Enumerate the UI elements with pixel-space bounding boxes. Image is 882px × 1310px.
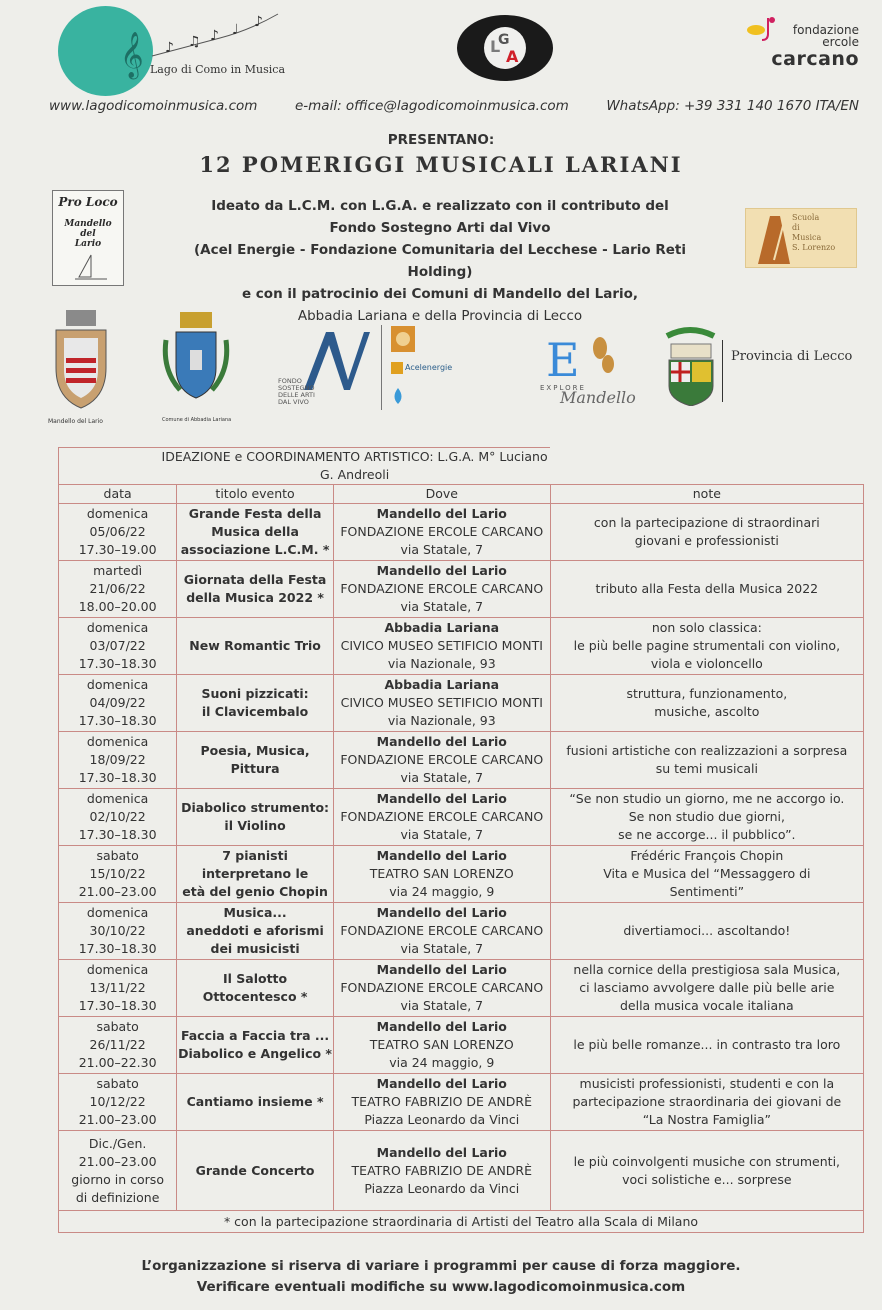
provincia-text: Provincia di Lecco bbox=[731, 349, 853, 364]
event-title-line: Poesia, Musica, Pittura bbox=[200, 743, 310, 776]
event-title-cell bbox=[177, 1017, 334, 1074]
event-title-line: dei musicisti bbox=[210, 941, 300, 956]
col-header-data: data bbox=[59, 485, 177, 504]
date-line: 17.30–18.30 bbox=[78, 770, 157, 785]
event-title: Grande Concerto bbox=[195, 1162, 315, 1178]
events-table bbox=[58, 447, 864, 1233]
location-venue: TEATRO SAN LORENZO bbox=[369, 1037, 514, 1052]
event-title-line: associazione L.C.M. * bbox=[180, 542, 330, 557]
acel-text: Acelenergie bbox=[405, 363, 453, 372]
date-line: 17.30–18.30 bbox=[78, 713, 157, 728]
svg-text:L: L bbox=[490, 37, 501, 56]
provincia-divider bbox=[722, 340, 723, 402]
event-title-cell bbox=[177, 1131, 334, 1211]
date-line: 15/10/22 bbox=[89, 866, 146, 881]
note-line: su temi musicali bbox=[655, 761, 758, 776]
event-title-line: Faccia a Faccia tra ... bbox=[180, 1028, 330, 1043]
event-title-cell bbox=[177, 618, 334, 675]
date-line: 17.30–18.30 bbox=[78, 827, 157, 842]
table-row bbox=[59, 1074, 864, 1131]
provincia-lecco-crest-icon bbox=[663, 326, 718, 406]
note-line: le più belle pagine strumentali con violino, bbox=[573, 638, 841, 653]
location-cell bbox=[333, 789, 550, 846]
scuola-l4: S. Lorenzo bbox=[792, 243, 836, 252]
date-cell bbox=[59, 903, 177, 960]
note-cell bbox=[550, 903, 863, 960]
col-header-note: note bbox=[550, 485, 863, 504]
note-cell bbox=[550, 846, 863, 903]
abbadia-crest-icon bbox=[160, 310, 232, 410]
location-address: via Statale, 7 bbox=[400, 941, 484, 956]
note-line: se ne accorge... il pubblico”. bbox=[618, 827, 796, 842]
svg-text:♪: ♪ bbox=[210, 28, 219, 44]
note-cell bbox=[550, 1131, 863, 1211]
treble-clef-icon bbox=[58, 6, 153, 96]
event-title-line: 7 pianisti interpretano le bbox=[201, 848, 309, 881]
abbadia-caption: Comune di Abbadia Lariana bbox=[162, 417, 232, 423]
location-cell bbox=[333, 903, 550, 960]
note-line: tributo alla Festa della Musica 2022 bbox=[595, 581, 819, 596]
explore-text: EXPLORE bbox=[540, 384, 586, 392]
date-extra2: di definizione bbox=[75, 1189, 160, 1205]
mandello-caption: Mandello del Lario bbox=[48, 418, 103, 425]
carcano-top-text: fondazione ercole bbox=[792, 23, 859, 49]
date-cell bbox=[59, 789, 177, 846]
location-town: Mandello del Lario bbox=[376, 1076, 507, 1091]
note-cell bbox=[550, 504, 863, 561]
proloco-sub3: Lario bbox=[74, 239, 102, 249]
av-text-1: FONDO bbox=[278, 377, 302, 385]
date-line: sabato bbox=[96, 1076, 139, 1091]
date-line: 17.30–18.30 bbox=[78, 656, 157, 671]
note-line: divertiamoci... ascoltando! bbox=[623, 923, 791, 938]
lga-logo bbox=[456, 14, 554, 82]
table-row bbox=[59, 732, 864, 789]
date-line: 30/10/22 bbox=[89, 923, 146, 938]
event-title-cell bbox=[177, 1074, 334, 1131]
location-address: via Nazionale, 93 bbox=[387, 656, 496, 671]
note-cell bbox=[550, 561, 863, 618]
date-line: 17.30–18.30 bbox=[78, 998, 157, 1013]
metronome-icon bbox=[750, 210, 794, 268]
av-text-2: SOSTEGNO bbox=[278, 384, 315, 392]
location-cell bbox=[333, 1131, 550, 1211]
location-address: Piazza Leonardo da Vinci bbox=[364, 1112, 520, 1127]
note-line: Frédéric François Chopin bbox=[630, 848, 784, 863]
event-title-line: età del genio Chopin bbox=[182, 884, 328, 899]
event-title-cell bbox=[177, 789, 334, 846]
date-line: domenica bbox=[86, 620, 149, 635]
intro-line3: (Acel Energie - Fondazione Comunitaria del Lecchese - Lario Reti Holding) bbox=[194, 242, 686, 280]
location-cell bbox=[333, 1017, 550, 1074]
location-town: Mandello del Lario bbox=[376, 1144, 507, 1160]
note-line: musiche, ascolto bbox=[654, 704, 760, 719]
location-town: Mandello del Lario bbox=[376, 563, 507, 578]
date-line: 17.30–18.30 bbox=[78, 941, 157, 956]
sailboat-icon bbox=[53, 253, 125, 283]
mandello-crest-icon bbox=[50, 308, 112, 412]
date-cell bbox=[59, 1074, 177, 1131]
email-link[interactable]: e-mail: office@lagodicomoinmusica.com bbox=[294, 98, 569, 114]
event-title-line: Diabolico e Angelico * bbox=[178, 1046, 332, 1061]
note-cell bbox=[550, 789, 863, 846]
note-line: ci lasciamo avvolgere dalle più belle arie bbox=[579, 980, 835, 995]
table-row bbox=[59, 504, 864, 561]
note-line: con la partecipazione di straordinari bbox=[593, 515, 820, 530]
note-line: partecipazione straordinaria dei giovani de bbox=[572, 1094, 842, 1109]
note-line: voci solistiche e... sorprese bbox=[622, 1171, 792, 1187]
location-venue: CIVICO MUSEO SETIFICIO MONTI bbox=[340, 695, 543, 710]
intro-line1: Ideato da L.C.M. con L.G.A. e realizzato con il contributo del bbox=[211, 198, 669, 214]
bottom-line1: L’organizzazione si riserva di variare i programmi per cause di forza maggiore. bbox=[141, 1258, 741, 1274]
location-town: Mandello del Lario bbox=[376, 1019, 507, 1034]
note-line: nella cornice della prestigiosa sala Musica, bbox=[573, 962, 841, 977]
location-town: Mandello del Lario bbox=[376, 791, 507, 806]
location-cell bbox=[333, 504, 550, 561]
table-row bbox=[59, 960, 864, 1017]
table-row bbox=[59, 561, 864, 618]
website-link[interactable]: www.lagodicomoinmusica.com bbox=[49, 98, 258, 114]
proloco-sub1: Mandello bbox=[64, 219, 112, 229]
date-line: sabato bbox=[96, 848, 139, 863]
event-title-line: Cantiamo insieme * bbox=[186, 1094, 324, 1109]
date-line: domenica bbox=[86, 791, 149, 806]
event-title-line: Grande Festa della bbox=[188, 506, 322, 521]
scuola-l2: di bbox=[792, 223, 800, 232]
event-title-cell bbox=[177, 903, 334, 960]
table-row bbox=[59, 789, 864, 846]
note-line: musicisti professionisti, studenti e con la bbox=[579, 1076, 835, 1091]
note-line: viola e violoncello bbox=[650, 656, 763, 671]
event-title-line: Musica... bbox=[223, 905, 287, 920]
event-title-cell bbox=[177, 561, 334, 618]
location-cell bbox=[333, 618, 550, 675]
carcano-name: carcano bbox=[771, 48, 859, 70]
note-line: giovani e professionisti bbox=[634, 533, 779, 548]
location-town: Mandello del Lario bbox=[376, 905, 507, 920]
logo-divider bbox=[381, 325, 382, 410]
note-line: “La Nostra Famiglia” bbox=[642, 1112, 771, 1127]
date-line: 21/06/22 bbox=[89, 581, 146, 596]
location-cell bbox=[333, 732, 550, 789]
location-venue: FONDAZIONE ERCOLE CARCANO bbox=[340, 581, 544, 596]
location-venue: FONDAZIONE ERCOLE CARCANO bbox=[340, 752, 544, 767]
table-row bbox=[59, 618, 864, 675]
date-line: domenica bbox=[86, 962, 149, 977]
scuola-logo bbox=[745, 208, 857, 268]
note-cell bbox=[550, 732, 863, 789]
note-cell bbox=[550, 618, 863, 675]
date-line: 10/12/22 bbox=[89, 1094, 146, 1109]
lario-reti-icon bbox=[391, 388, 405, 404]
lcm-logo bbox=[58, 6, 153, 96]
note-line: Se non studio due giorni, bbox=[628, 809, 785, 824]
intro-text bbox=[160, 195, 720, 327]
location-address: via Statale, 7 bbox=[400, 542, 484, 557]
note-line: Vita e Musica del “Messaggero di bbox=[603, 866, 811, 881]
date-cell bbox=[59, 1131, 177, 1211]
location-address: via Statale, 7 bbox=[400, 770, 484, 785]
event-title-line: aneddoti e aforismi bbox=[186, 923, 324, 938]
date-cell bbox=[59, 960, 177, 1017]
date-day: Dic./Gen. bbox=[88, 1135, 147, 1151]
proloco-title: Pro Loco bbox=[58, 195, 118, 209]
location-venue: FONDAZIONE ERCOLE CARCANO bbox=[340, 809, 544, 824]
date-line: domenica bbox=[86, 677, 149, 692]
date-line: 03/07/22 bbox=[89, 638, 146, 653]
location-cell bbox=[333, 846, 550, 903]
table-footnote: * con la partecipazione straordinaria di Artisti del Teatro alla Scala di Milano bbox=[59, 1211, 864, 1233]
location-venue: FONDAZIONE ERCOLE CARCANO bbox=[340, 923, 544, 938]
date-line: domenica bbox=[86, 506, 149, 521]
location-cell bbox=[333, 1074, 550, 1131]
location-cell bbox=[333, 675, 550, 732]
location-address: via 24 maggio, 9 bbox=[389, 884, 495, 899]
svg-text:♪: ♪ bbox=[254, 14, 263, 30]
table-banner: IDEAZIONE e COORDINAMENTO ARTISTICO: L.G.A. M° Luciano G. Andreoli bbox=[59, 448, 551, 485]
note-line: le più belle romanze... in contrasto tra loro bbox=[573, 1037, 841, 1052]
svg-text:A: A bbox=[506, 47, 519, 66]
event-title-line: Giornata della Festa bbox=[183, 572, 327, 587]
location-town: Abbadia Lariana bbox=[384, 620, 500, 635]
av-text-3: DELLE ARTI bbox=[278, 391, 315, 399]
date-line: 21.00–23.00 bbox=[78, 1112, 157, 1127]
date-extra: giorno in corso bbox=[71, 1171, 164, 1187]
scuola-l1: Scuola bbox=[792, 213, 820, 222]
av-text-4: DAL VIVO bbox=[278, 398, 309, 406]
event-title-line: Musica della bbox=[211, 524, 299, 539]
note-line: fusioni artistiche con realizzazioni a sorpresa bbox=[566, 743, 848, 758]
note-cell bbox=[550, 1017, 863, 1074]
date-cell bbox=[59, 675, 177, 732]
event-title-line: New Romantic Trio bbox=[189, 638, 321, 653]
note-line: “Se non studio un giorno, me ne accorgo io. bbox=[569, 791, 845, 806]
table-row bbox=[59, 903, 864, 960]
svg-text:♫: ♫ bbox=[188, 34, 201, 50]
event-title-cell bbox=[177, 732, 334, 789]
bottom-line2: Verificare eventuali modifiche su www.lagodicomoinmusica.com bbox=[196, 1279, 686, 1295]
note-cell bbox=[550, 1074, 863, 1131]
note-line: struttura, funzionamento, bbox=[626, 686, 788, 701]
location-address: via Nazionale, 93 bbox=[387, 713, 496, 728]
event-title-cell bbox=[177, 504, 334, 561]
event-title-cell bbox=[177, 675, 334, 732]
event-title-line: il Clavicembalo bbox=[201, 704, 309, 719]
date-cell bbox=[59, 618, 177, 675]
note-line: le più coinvolgenti musiche con strumenti, bbox=[573, 1153, 841, 1169]
table-row bbox=[59, 1017, 864, 1074]
acel-icon bbox=[391, 362, 403, 374]
col-header-titolo: titolo evento bbox=[177, 485, 334, 504]
intro-line4: e con il patrocinio dei Comuni di Mandello del Lario, bbox=[241, 286, 639, 302]
main-title: 12 POMERIGGI MUSICALI LARIANI bbox=[199, 152, 683, 177]
svg-text:♪: ♪ bbox=[165, 40, 174, 56]
table-row bbox=[59, 675, 864, 732]
svg-text:𝄞: 𝄞 bbox=[120, 32, 144, 78]
date-cell bbox=[59, 504, 177, 561]
event-title-cell bbox=[177, 960, 334, 1017]
scuola-l3: Musica bbox=[792, 233, 822, 242]
date-line: 26/11/22 bbox=[89, 1037, 146, 1052]
event-title-line: Suoni pizzicati: bbox=[201, 686, 309, 701]
location-address: via Statale, 7 bbox=[400, 998, 484, 1013]
date-line: 21.00–23.00 bbox=[78, 884, 157, 899]
location-venue: TEATRO FABRIZIO DE ANDRÈ bbox=[351, 1162, 533, 1178]
intro-line2: Fondo Sostegno Arti dal Vivo bbox=[329, 220, 551, 236]
location-venue: FONDAZIONE ERCOLE CARCANO bbox=[340, 980, 544, 995]
fondazione-comunitaria-icon bbox=[391, 326, 415, 352]
date-cell bbox=[59, 732, 177, 789]
location-town: Abbadia Lariana bbox=[384, 677, 500, 692]
event-title-line: Diabolico strumento: bbox=[181, 800, 330, 815]
svg-text:G: G bbox=[498, 32, 510, 48]
location-venue: CIVICO MUSEO SETIFICIO MONTI bbox=[340, 638, 543, 653]
svg-text:♩: ♩ bbox=[232, 22, 239, 38]
date-line: domenica bbox=[86, 905, 149, 920]
col-header-dove: Dove bbox=[333, 485, 550, 504]
contacts-line bbox=[49, 98, 859, 114]
location-town: Mandello del Lario bbox=[376, 506, 507, 521]
location-venue: TEATRO SAN LORENZO bbox=[369, 866, 514, 881]
date-line: 13/11/22 bbox=[89, 980, 146, 995]
carcano-logo bbox=[744, 12, 859, 72]
svg-text:E: E bbox=[546, 333, 580, 387]
date-line: 17.30–19.00 bbox=[78, 542, 157, 557]
location-cell bbox=[333, 561, 550, 618]
event-title-line: della Musica 2022 * bbox=[186, 590, 324, 605]
carcano-mark-icon bbox=[744, 14, 784, 44]
note-line: Sentimenti” bbox=[669, 884, 745, 899]
note-line: della musica vocale italiana bbox=[619, 998, 794, 1013]
bottom-notice bbox=[0, 1256, 882, 1298]
note-cell bbox=[550, 675, 863, 732]
presentano-heading: PRESENTANO: bbox=[387, 132, 495, 148]
location-town: Mandello del Lario bbox=[376, 962, 507, 977]
proloco-sub2: del bbox=[80, 229, 96, 239]
location-address: via Statale, 7 bbox=[400, 827, 484, 842]
date-cell bbox=[59, 561, 177, 618]
whatsapp-contact: WhatsApp: +39 331 140 1670 ITA/EN bbox=[606, 98, 859, 114]
proloco-logo bbox=[52, 190, 124, 286]
date-cell bbox=[59, 1017, 177, 1074]
note-cell bbox=[550, 960, 863, 1017]
date-time: 21.00–23.00 bbox=[78, 1153, 157, 1169]
date-line: 21.00–22.30 bbox=[78, 1055, 157, 1070]
location-town: Mandello del Lario bbox=[376, 848, 507, 863]
location-address: Piazza Leonardo da Vinci bbox=[364, 1180, 520, 1196]
date-line: 05/06/22 bbox=[89, 524, 146, 539]
event-title-line: il Violino bbox=[224, 818, 286, 833]
event-title-cell bbox=[177, 846, 334, 903]
location-venue: TEATRO FABRIZIO DE ANDRÈ bbox=[351, 1094, 533, 1109]
note-line: non solo classica: bbox=[651, 620, 762, 635]
explore-script: Mandello bbox=[560, 388, 636, 407]
intro-line5: Abbadia Lariana e della Provincia di Lecco bbox=[297, 308, 583, 324]
date-line: 18.00–20.00 bbox=[78, 599, 157, 614]
event-title-line: Il Salotto Ottocentesco * bbox=[202, 971, 308, 1004]
date-line: martedì bbox=[93, 563, 143, 578]
location-town: Mandello del Lario bbox=[376, 734, 507, 749]
location-venue: FONDAZIONE ERCOLE CARCANO bbox=[340, 524, 544, 539]
lcm-logo-text: Lago di Como in Musica bbox=[150, 63, 285, 76]
date-cell bbox=[59, 846, 177, 903]
location-address: via Statale, 7 bbox=[400, 599, 484, 614]
date-line: 18/09/22 bbox=[89, 752, 146, 767]
location-address: via 24 maggio, 9 bbox=[389, 1055, 495, 1070]
date-line: sabato bbox=[96, 1019, 139, 1034]
music-notes-icon bbox=[150, 8, 280, 63]
date-line: 04/09/22 bbox=[89, 695, 146, 710]
date-line: domenica bbox=[86, 734, 149, 749]
date-line: 02/10/22 bbox=[89, 809, 146, 824]
table-row bbox=[59, 846, 864, 903]
location-cell bbox=[333, 960, 550, 1017]
